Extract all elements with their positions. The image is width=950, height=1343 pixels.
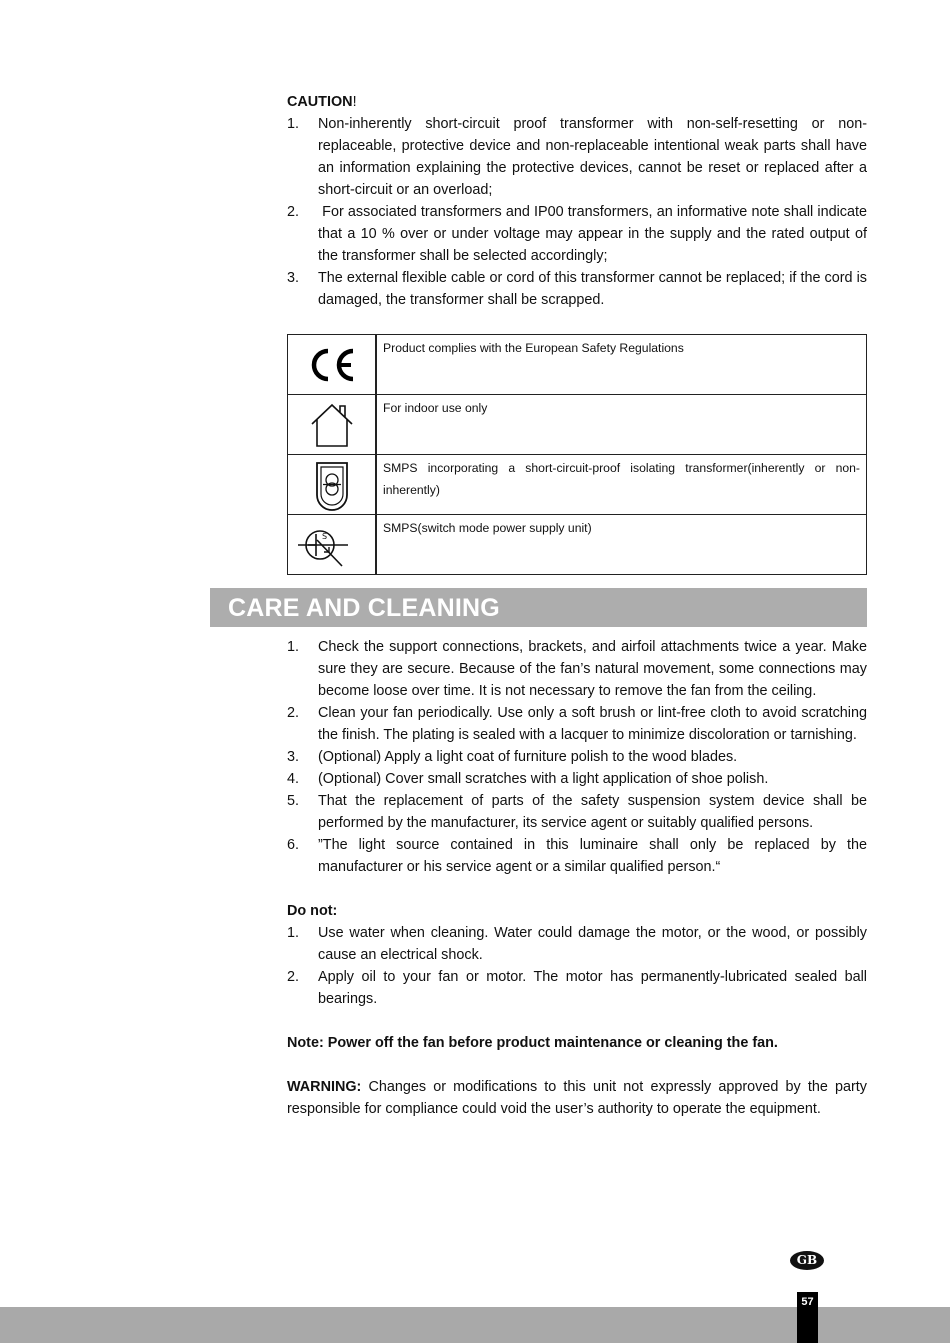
- svg-text:S: S: [321, 531, 327, 541]
- smps-icon: [288, 515, 377, 575]
- section-title: CARE AND CLEANING: [228, 594, 500, 622]
- warning-paragraph: WARNING: Changes or modifications to this unit not expressly approved by the party responsible for compliance could void the user’s authority to operate the equipment.: [287, 1079, 867, 1117]
- list-item: 5. That the replacement of parts of the safety suspension system device shall be performed by the manufacturer, its service agent or suitably qualified persons.: [287, 793, 867, 831]
- donot-heading: Do not:: [287, 903, 338, 919]
- symbol-description: Product complies with the European Safety Regulations: [376, 335, 867, 395]
- list-item: 2. For associated transformers and IP00 transformers, an informative note shall indicate that a 10 % over or under voltage may appear in the supply and the rated output of the transformer shall be selected accordingly;: [287, 204, 867, 264]
- list-item: 2. Clean your fan periodically. Use only a soft brush or lint-free cloth to avoid scratching the finish. The plating is sealed with a lacquer to minimize discoloration or tarnishing.: [287, 705, 867, 743]
- table-row: [288, 335, 867, 395]
- care-section: [287, 636, 867, 1120]
- table-row: [288, 515, 867, 575]
- caution-section: [287, 91, 867, 311]
- list-item: 3. The external flexible cable or cord of this transformer cannot be replaced; if the cord is damaged, the transformer shall be scrapped.: [287, 270, 867, 308]
- symbols-table: [287, 334, 867, 575]
- ce-mark-icon: [288, 335, 377, 395]
- house-icon: [288, 395, 377, 455]
- list-item: 1. Check the support connections, brackets, and airfoil attachments twice a year. Make sure they are secure. Because of the fan’s natural movement, some connections may become loose over time. It is not necessary to remove the fan from the ceiling.: [287, 639, 867, 699]
- section-banner: [210, 588, 867, 627]
- list-item: 6. ”The light source contained in this luminaire shall only be replaced by the manufacturer or his service agent or a similar qualified person.“: [287, 837, 867, 875]
- list-item: 4. (Optional) Cover small scratches with a light application of shoe polish.: [287, 771, 769, 787]
- maintenance-note: Note: Power off the fan before product maintenance or cleaning the fan.: [287, 1035, 778, 1051]
- table-row: [288, 455, 867, 515]
- list-item: 1. Non-inherently short-circuit proof transformer with non-self-resetting or non-replaceable, protective device and non-replaceable intentional weak parts shall have an information explaining the protective devices, cannot be reset or replaced after a short-circuit or an overload;: [287, 116, 867, 198]
- isolating-transformer-icon: [288, 455, 377, 515]
- symbol-description: For indoor use only: [376, 395, 867, 455]
- page-number-box: [797, 1292, 818, 1343]
- symbol-description: SMPS incorporating a short-circuit-proof isolating transformer(inherently or non- inherently): [376, 455, 867, 515]
- table-row: [288, 395, 867, 455]
- list-item: 1. Use water when cleaning. Water could damage the motor, or the wood, or possibly cause an electrical shock.: [287, 925, 867, 963]
- donot-list: [287, 922, 867, 1010]
- caution-heading: CAUTION!: [287, 94, 357, 110]
- care-list: [287, 636, 867, 878]
- country-badge: GB: [790, 1251, 824, 1270]
- caution-list: [287, 113, 867, 311]
- symbol-description: SMPS(switch mode power supply unit): [376, 515, 867, 575]
- list-item: 2. Apply oil to your fan or motor. The motor has permanently-lubricated sealed ball bearings.: [287, 969, 867, 1007]
- page-number: 57: [801, 1296, 814, 1308]
- list-item: 3. (Optional) Apply a light coat of furniture polish to the wood blades.: [287, 749, 738, 765]
